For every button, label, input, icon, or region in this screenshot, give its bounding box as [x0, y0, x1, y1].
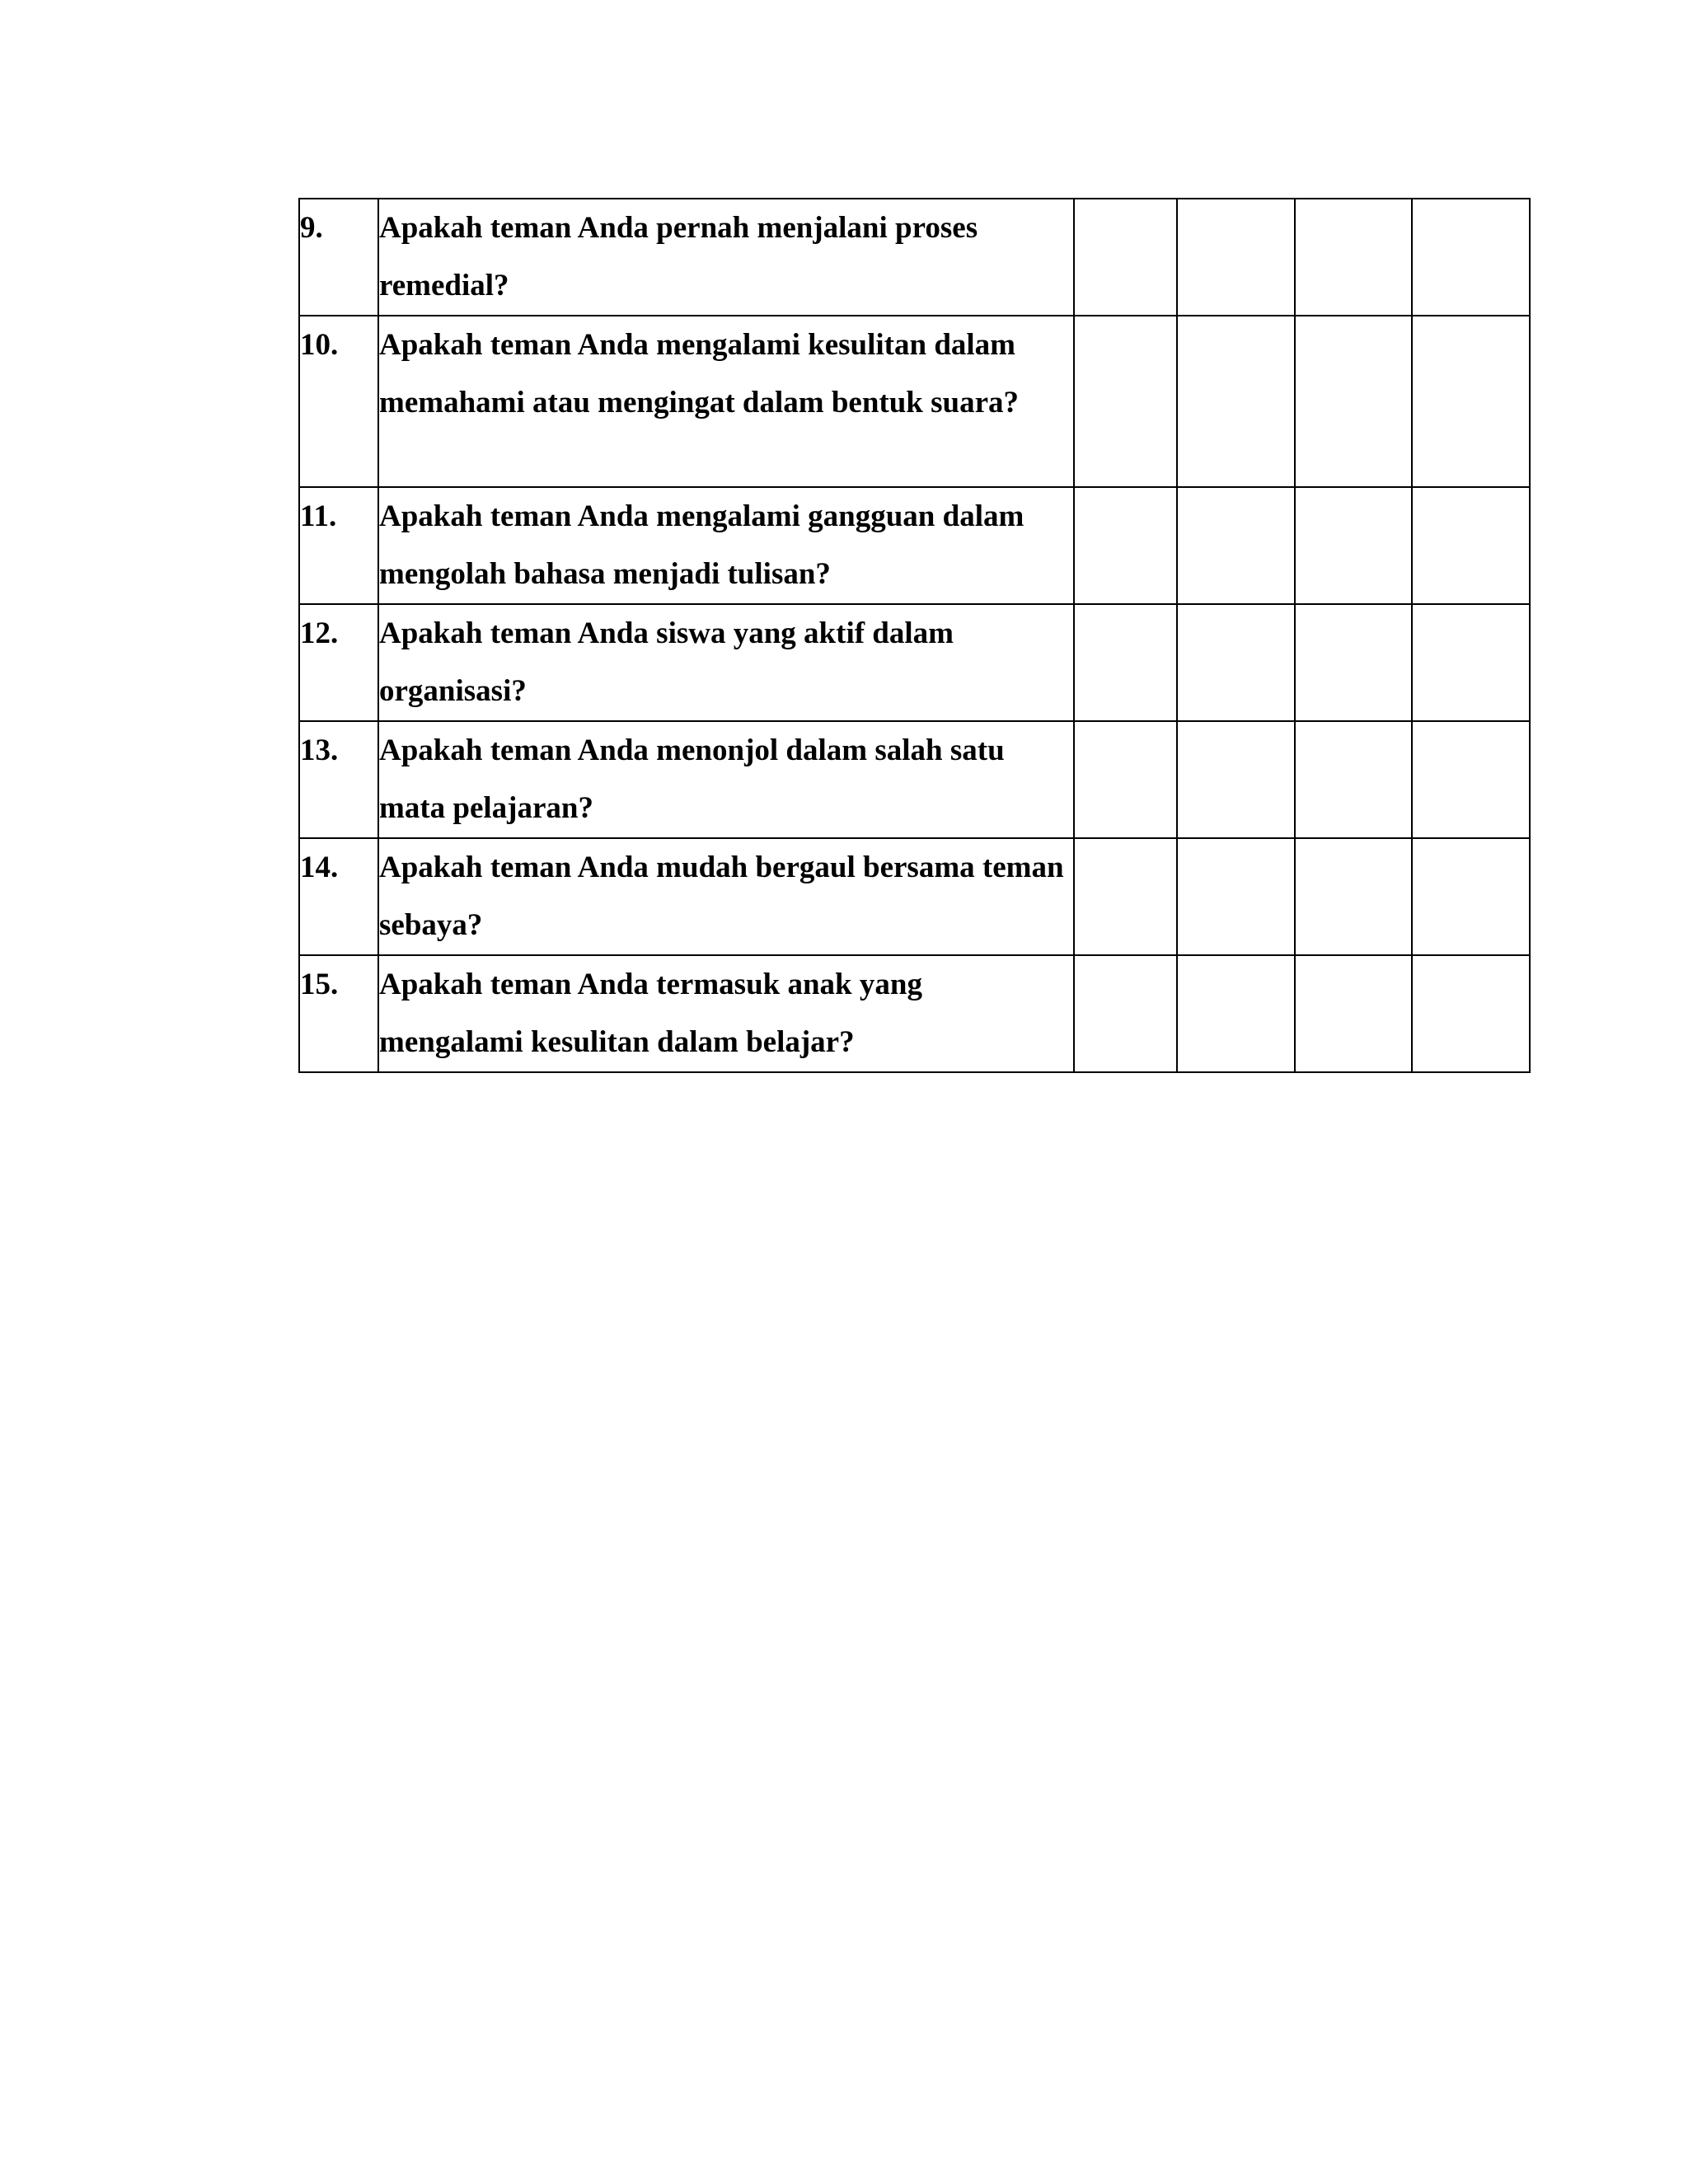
answer-cell-4[interactable] — [1412, 838, 1530, 955]
question-number: 10. — [299, 316, 378, 487]
answer-cell-4[interactable] — [1412, 721, 1530, 838]
answer-cell-3[interactable] — [1295, 721, 1412, 838]
answer-cell-4[interactable] — [1412, 487, 1530, 604]
question-number: 11. — [299, 487, 378, 604]
table-row — [299, 838, 1530, 955]
question-number: 14. — [299, 838, 378, 955]
question-number: 13. — [299, 721, 378, 838]
answer-cell-1[interactable] — [1074, 955, 1177, 1072]
answer-cell-3[interactable] — [1295, 487, 1412, 604]
answer-cell-1[interactable] — [1074, 316, 1177, 487]
question-text: Apakah teman Anda pernah menjalani proses remedial? — [378, 199, 1074, 316]
answer-cell-3[interactable] — [1295, 838, 1412, 955]
answer-cell-1[interactable] — [1074, 487, 1177, 604]
answer-cell-3[interactable] — [1295, 316, 1412, 487]
table-row — [299, 955, 1530, 1072]
answer-cell-3[interactable] — [1295, 604, 1412, 721]
answer-cell-1[interactable] — [1074, 199, 1177, 316]
question-number: 15. — [299, 955, 378, 1072]
answer-cell-1[interactable] — [1074, 604, 1177, 721]
answer-cell-4[interactable] — [1412, 955, 1530, 1072]
table-row — [299, 721, 1530, 838]
table-row — [299, 199, 1530, 316]
question-text: Apakah teman Anda mengalami gangguan dalam mengolah bahasa menjadi tulisan? — [378, 487, 1074, 604]
question-number: 12. — [299, 604, 378, 721]
question-text: Apakah teman Anda mudah bergaul bersama teman sebaya? — [378, 838, 1074, 955]
answer-cell-2[interactable] — [1177, 604, 1295, 721]
answer-cell-4[interactable] — [1412, 604, 1530, 721]
table-row — [299, 604, 1530, 721]
table-row — [299, 487, 1530, 604]
question-text: Apakah teman Anda menonjol dalam salah satu mata pelajaran? — [378, 721, 1074, 838]
answer-cell-3[interactable] — [1295, 199, 1412, 316]
question-text: Apakah teman Anda mengalami kesulitan dalam memahami atau mengingat dalam bentuk suara? — [378, 316, 1074, 487]
answer-cell-4[interactable] — [1412, 316, 1530, 487]
table-row — [299, 316, 1530, 487]
answer-cell-4[interactable] — [1412, 199, 1530, 316]
question-text: Apakah teman Anda termasuk anak yang mengalami kesulitan dalam belajar? — [378, 955, 1074, 1072]
answer-cell-2[interactable] — [1177, 487, 1295, 604]
question-text: Apakah teman Anda siswa yang aktif dalam organisasi? — [378, 604, 1074, 721]
answer-cell-2[interactable] — [1177, 199, 1295, 316]
answer-cell-2[interactable] — [1177, 721, 1295, 838]
answer-cell-1[interactable] — [1074, 721, 1177, 838]
question-number: 9. — [299, 199, 378, 316]
answer-cell-1[interactable] — [1074, 838, 1177, 955]
answer-cell-2[interactable] — [1177, 955, 1295, 1072]
questionnaire-table — [298, 198, 1531, 1073]
answer-cell-2[interactable] — [1177, 316, 1295, 487]
answer-cell-2[interactable] — [1177, 838, 1295, 955]
answer-cell-3[interactable] — [1295, 955, 1412, 1072]
